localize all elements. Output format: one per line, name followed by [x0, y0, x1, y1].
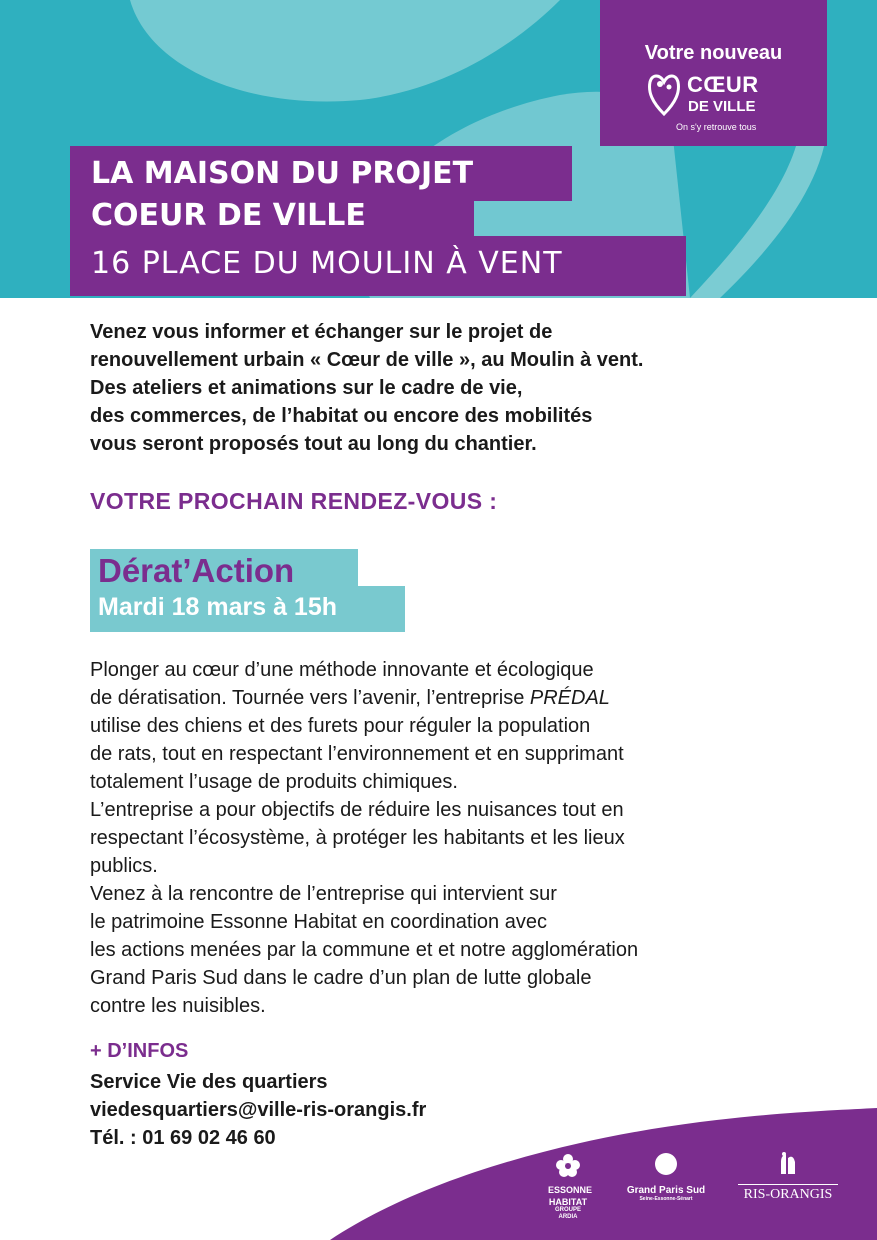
coeur-de-ville-logo: [600, 0, 827, 146]
gps-subtitle: Seine-Essonne-Sénart: [639, 1196, 693, 1202]
intro-paragraph: [90, 318, 830, 458]
essonne-name-line1: ESSONNE: [548, 1185, 593, 1195]
title-line-2: COEUR DE VILLE: [70, 192, 474, 240]
sun-icon: [651, 1152, 681, 1176]
heart-figures-icon: [648, 70, 680, 116]
intro-line: vous seront proposés tout au long du chantier.: [90, 433, 537, 455]
body-line: totalement l’usage de produits chimiques.: [90, 771, 458, 793]
intro-line: renouvellement urbain « Cœur de ville », au Moulin à vent.: [90, 349, 644, 371]
body-line: Venez à la rencontre de l’entreprise qui intervient sur: [90, 883, 557, 905]
logo-brand-line1: CŒUR: [687, 72, 759, 97]
contact-email[interactable]: viedesquartiers@ville-ris-orangis.fr: [90, 1099, 427, 1121]
body-line: publics.: [90, 855, 158, 877]
body-line: de rats, tout en respectant l’environnement et en supprimant: [90, 743, 624, 765]
contact-phone[interactable]: Tél. : 01 69 02 46 60: [90, 1127, 276, 1149]
logo-brand-line2: DE VILLE: [688, 98, 756, 115]
body-line: utilise des chiens et des furets pour réguler la population: [90, 715, 591, 737]
intro-line: Des ateliers et animations sur le cadre de vie,: [90, 377, 523, 399]
title-line-1: LA MAISON DU PROJET: [70, 146, 572, 201]
body-line: Plonger au cœur d’une méthode innovante et écologique: [90, 659, 594, 681]
essonne-habitat-logo: [548, 1152, 593, 1221]
more-info-label: + D’INFOS: [90, 1040, 189, 1062]
intro-line: des commerces, de l’habitat ou encore des mobilités: [90, 405, 593, 427]
ris-orangis-name: RIS-ORANGIS: [738, 1184, 838, 1203]
body-line: respectant l’écosystème, à protéger les habitants et les lieux: [90, 827, 625, 849]
body-line: L’entreprise a pour objectifs de réduire les nuisances tout en: [90, 799, 624, 821]
ris-orangis-logo: [738, 1152, 838, 1203]
essonne-group: GROUPE ARDIA: [554, 1207, 581, 1220]
logo-tagline: On s'y retrouve tous: [676, 122, 757, 132]
grand-paris-sud-logo: [618, 1152, 714, 1202]
event-date: Mardi 18 mars à 15h: [98, 593, 338, 621]
town-crest-icon: [775, 1152, 801, 1176]
body-line: contre les nuisibles.: [90, 995, 266, 1017]
body-line: de dératisation. Tournée vers l’avenir, l’entreprise PRÉDAL: [90, 687, 610, 709]
event-title: Dérat’Action: [98, 552, 295, 589]
essonne-name-line2: HABITAT: [548, 1197, 588, 1207]
intro-line: Venez vous informer et échanger sur le projet de: [90, 321, 553, 343]
body-line: les actions menées par la commune et et notre agglomération: [90, 939, 639, 961]
next-appointment-heading: VOTRE PROCHAIN RENDEZ-VOUS :: [90, 488, 498, 514]
event-description: [90, 656, 830, 1020]
title-address: 16 PLACE DU MOULIN À VENT: [70, 236, 686, 296]
flower-icon: [553, 1152, 583, 1178]
body-line: Grand Paris Sud dans le cadre d’un plan de lutte globale: [90, 967, 592, 989]
logo-top-line: Votre nouveau: [644, 42, 783, 64]
gps-name: Grand Paris Sud: [626, 1185, 706, 1196]
body-line: le patrimoine Essonne Habitat en coordination avec: [90, 911, 547, 933]
service-name: Service Vie des quartiers: [90, 1071, 328, 1093]
